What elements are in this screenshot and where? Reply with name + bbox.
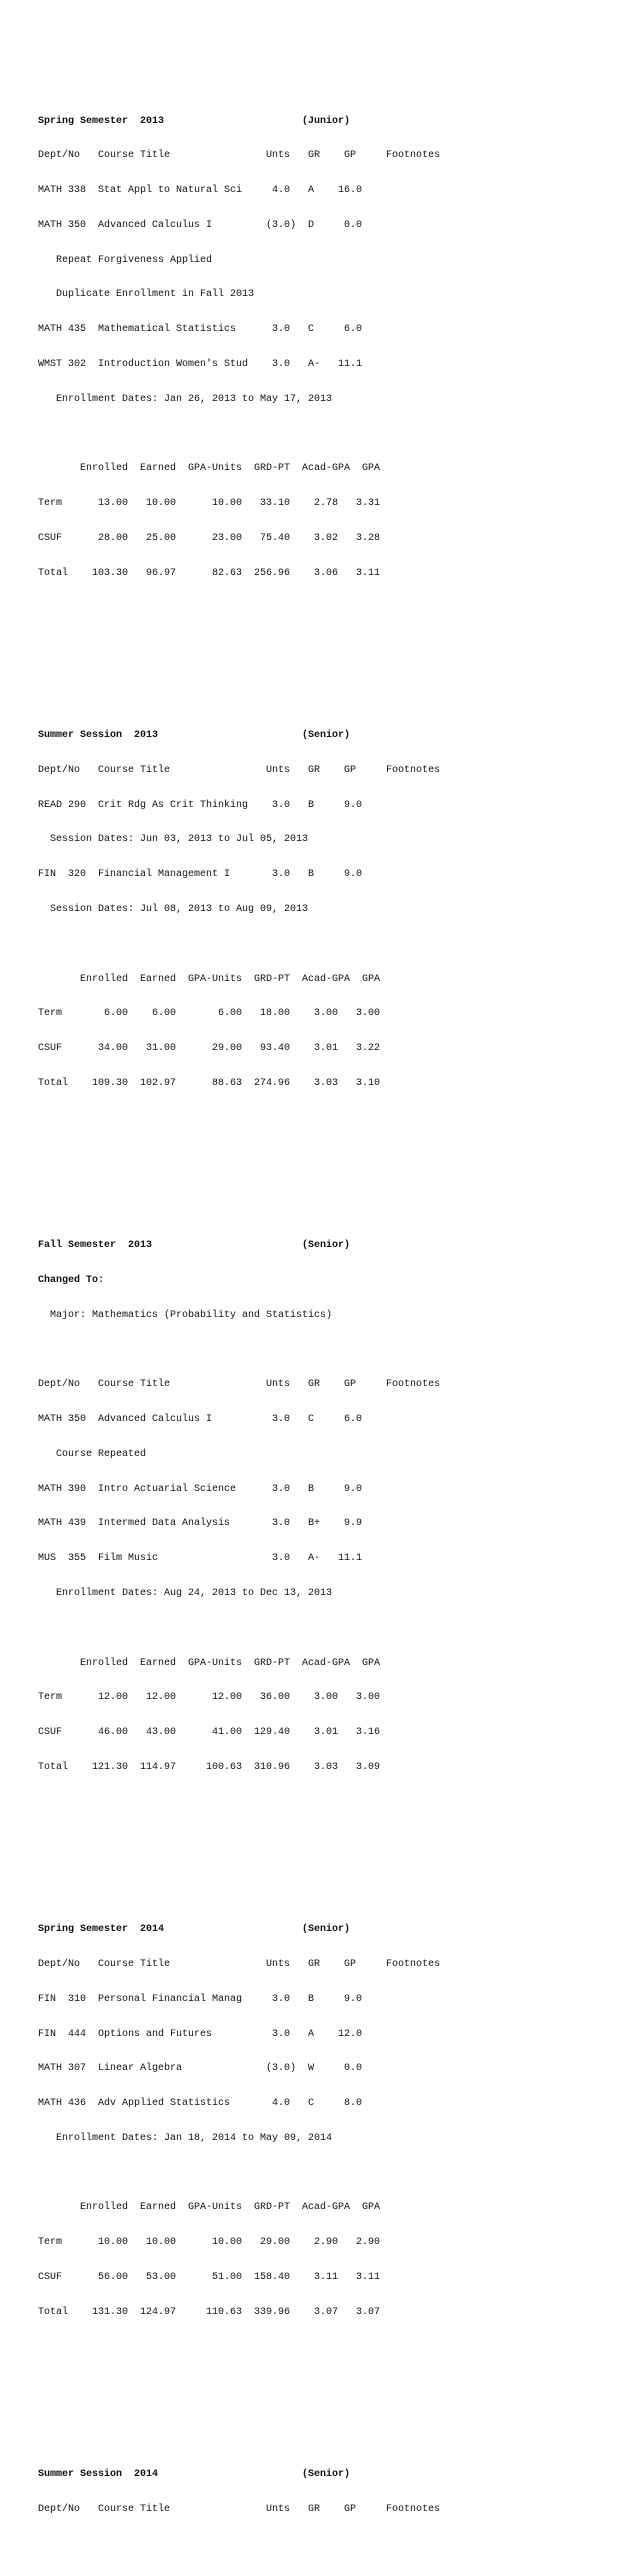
- course-note: Repeat Forgiveness Applied: [38, 254, 213, 266]
- summary-row-total: Total 109.30 102.97 88.63 274.96 3.03 3.10: [38, 1077, 381, 1089]
- section-spacer: [38, 2376, 618, 2399]
- term-heading: Summer Session 2014 (Senior): [38, 2469, 351, 2481]
- course-row: MUS 355 Film Music 3.0 A- 11.1: [38, 1553, 363, 1565]
- enrollment-dates: Enrollment Dates: Jan 26, 2013 to May 17, 2013: [38, 393, 333, 405]
- session-dates: Session Dates: Jun 03, 2013 to Jul 05, 2013: [38, 834, 309, 846]
- summary-row-csuf: CSUF 56.00 53.00 51.00 158.40 3.11 3.11: [38, 2272, 381, 2283]
- transcript-page: [38, 46, 618, 2562]
- course-row: MATH 307 Linear Algebra (3.0) W 0.0: [38, 2063, 363, 2075]
- term-section-summer-2013: [38, 707, 618, 1113]
- course-column-header: Dept/No Course Title Unts GR GP Footnotes: [38, 1379, 441, 1391]
- section-spacer: [38, 1831, 618, 1854]
- spacer: [38, 939, 618, 951]
- course-row: MATH 338 Stat Appl to Natural Sci 4.0 A 16.0: [38, 185, 363, 197]
- summary-row-term: Term 6.00 6.00 6.00 18.00 3.00 3.00: [38, 1008, 381, 1020]
- course-column-header: Dept/No Course Title Unts GR GP Footnotes: [38, 150, 441, 162]
- spacer: [38, 1345, 618, 1357]
- course-row: READ 290 Crit Rdg As Crit Thinking 3.0 B 9.0: [38, 799, 363, 811]
- spacer: [38, 429, 618, 441]
- term-heading: Summer Session 2013 (Senior): [38, 730, 351, 742]
- enrollment-dates: Enrollment Dates: Jan 18, 2014 to May 09, 2014: [38, 2132, 333, 2144]
- course-column-header: Dept/No Course Title Unts GR GP Footnotes: [38, 2503, 441, 2515]
- course-row: MATH 436 Adv Applied Statistics 4.0 C 8.0: [38, 2098, 363, 2110]
- course-row: MATH 439 Intermed Data Analysis 3.0 B+ 9.9: [38, 1518, 363, 1530]
- term-heading: Fall Semester 2013 (Senior): [38, 1240, 351, 1252]
- course-column-header: Dept/No Course Title Unts GR GP Footnotes: [38, 764, 441, 776]
- course-row: MATH 435 Mathematical Statistics 3.0 C 6.0: [38, 324, 363, 336]
- summary-row-csuf: CSUF 34.00 31.00 29.00 93.40 3.01 3.22: [38, 1043, 381, 1055]
- summary-header: Enrolled Earned GPA-Units GRD-PT Acad-GPA GPA: [38, 973, 381, 985]
- course-row: FIN 444 Options and Futures 3.0 A 12.0: [38, 2028, 363, 2040]
- course-row: MATH 350 Advanced Calculus I (3.0) D 0.0: [38, 219, 363, 231]
- session-dates: Session Dates: Jul 08, 2013 to Aug 09, 2013: [38, 903, 309, 915]
- term-section-spring-2013: [38, 92, 618, 602]
- summary-row-total: Total 131.30 124.97 110.63 339.96 3.07 3.07: [38, 2306, 381, 2318]
- changed-to-label: Changed To:: [38, 1274, 105, 1286]
- term-heading: Spring Semester 2013 (Junior): [38, 115, 351, 127]
- course-column-header: Dept/No Course Title Unts GR GP Footnotes: [38, 1958, 441, 1970]
- course-row: FIN 320 Financial Management I 3.0 B 9.0: [38, 869, 363, 881]
- summary-header: Enrolled Earned GPA-Units GRD-PT Acad-GPA GPA: [38, 1657, 381, 1669]
- spacer: [38, 2168, 618, 2180]
- summary-row-total: Total 121.30 114.97 100.63 310.96 3.03 3.09: [38, 1761, 381, 1773]
- summary-row-csuf: CSUF 46.00 43.00 41.00 129.40 3.01 3.16: [38, 1727, 381, 1739]
- term-section-summer-2014: [38, 2446, 618, 2539]
- spacer: [38, 1623, 618, 1635]
- summary-row-term: Term 12.00 12.00 12.00 36.00 3.00 3.00: [38, 1692, 381, 1704]
- summary-header: Enrolled Earned GPA-Units GRD-PT Acad-GPA GPA: [38, 463, 381, 475]
- major-line: Major: Mathematics (Probability and Statistics): [38, 1309, 333, 1321]
- section-spacer: [38, 637, 618, 660]
- term-heading: Spring Semester 2014 (Senior): [38, 1924, 351, 1936]
- course-row: WMST 302 Introduction Women's Stud 3.0 A- 11.1: [38, 359, 363, 371]
- summary-header: Enrolled Earned GPA-Units GRD-PT Acad-GPA GPA: [38, 2202, 381, 2214]
- course-note: Course Repeated: [38, 1448, 147, 1460]
- term-section-fall-2013: [38, 1217, 618, 1797]
- course-row: MATH 350 Advanced Calculus I 3.0 C 6.0: [38, 1414, 363, 1426]
- summary-row-term: Term 13.00 10.00 10.00 33.10 2.78 3.31: [38, 498, 381, 510]
- enrollment-dates: Enrollment Dates: Aug 24, 2013 to Dec 13, 2013: [38, 1587, 333, 1599]
- summary-row-term: Term 10.00 10.00 10.00 29.00 2.90 2.90: [38, 2237, 381, 2249]
- summary-row-total: Total 103.30 96.97 82.63 256.96 3.06 3.11: [38, 567, 381, 579]
- course-note: Duplicate Enrollment in Fall 2013: [38, 289, 255, 301]
- course-row: MATH 390 Intro Actuarial Science 3.0 B 9.0: [38, 1483, 363, 1495]
- section-spacer: [38, 1147, 618, 1170]
- summary-row-csuf: CSUF 28.00 25.00 23.00 75.40 3.02 3.28: [38, 532, 381, 544]
- term-section-spring-2014: [38, 1901, 618, 2342]
- course-row: FIN 310 Personal Financial Manag 3.0 B 9.0: [38, 1993, 363, 2005]
